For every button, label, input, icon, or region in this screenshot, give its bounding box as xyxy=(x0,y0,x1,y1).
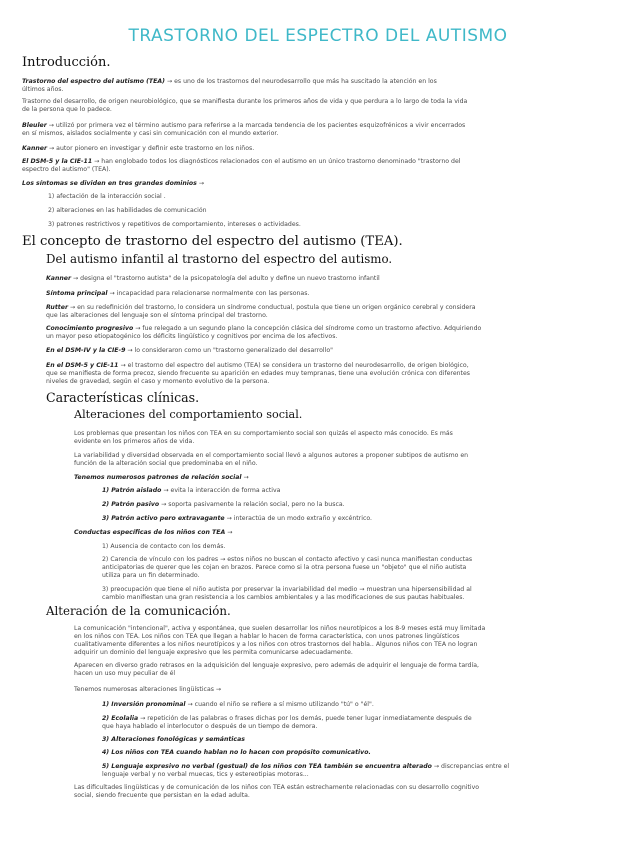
comm-m2-line1: Aparecen en diverso grado retrasos en la adquisición del lenguaje expresivo, pero además de adquirir el lenguaje de forma tardía, xyxy=(74,662,479,669)
alteration-term: 2) Ecolalia xyxy=(102,715,139,722)
conduct-c2-line1: 2) Carencia de vínculo con los padres → estos niños no buscan el contacto afectivo y casi nunca manifiestan conductas xyxy=(102,556,473,563)
intro-p3-line1: → utilizó por primera vez el término autismo para referirse a la marcada tendencia de los pacientes esquizofrénicos a vivir encerrados xyxy=(46,122,466,129)
pattern-term: 2) Patrón pasivo xyxy=(102,501,160,508)
clinical-heading: Características clínicas. xyxy=(46,390,200,405)
intro-paragraph-bleuler xyxy=(22,122,632,138)
social-s2-line1: La variabilidad y diversidad observada en el comportamiento social llevó a algunos autores a proponer subtipos de autismo en xyxy=(74,452,469,459)
term-dsm5-concept: En el DSM-5 y CIE-11 xyxy=(46,362,119,369)
concept-paragraph-kanner xyxy=(46,275,626,283)
closing-line1: Las dificultades lingüísticas y de comunicación de los niños con TEA están estrechamente relacionadas con su desarrollo cognitivo xyxy=(74,784,480,791)
concept-d4-text: → lo consideraron como un "trastorno generalizado del desarrollo" xyxy=(125,347,333,354)
pattern-text: → interactúa de un modo extraño y excéntrico. xyxy=(224,515,372,522)
concept-sp-text: → incapacidad para relacionarse normalmente con las personas. xyxy=(107,290,310,297)
alterations-arrow: → xyxy=(213,686,222,693)
term-tea: Trastorno del espectro del autismo (TEA) xyxy=(22,78,165,85)
concept-paragraph-dsm5 xyxy=(46,362,632,386)
concept-d5-line3: niveles de gravedad, según el caso y momento evolutivo de la persona. xyxy=(46,378,270,385)
term-dsm4: En el DSM-IV y la CIE-9 xyxy=(46,347,126,354)
conduct-c2-line3: utiliza para un fin determinado. xyxy=(102,572,200,579)
alteration-text: → cuando el niño se refiere a sí mismo utilizando "tú" o "él". xyxy=(185,701,374,708)
alteration-item xyxy=(102,715,632,731)
intro-domains-label xyxy=(22,180,622,188)
intro-paragraph-development xyxy=(22,98,632,114)
conduct-c3-line1: 3) preocupación que tiene el niño autista por preservar la invariabilidad del medio → muestran una hipersensibilidad al xyxy=(102,586,472,593)
communication-paragraph-1 xyxy=(74,625,632,657)
alteration-term: 4) Los niños con TEA cuando hablan no lo hacen con propósito comunicativo. xyxy=(102,749,371,756)
term-conducts: Conductas específicas de los niños con TEA xyxy=(74,529,226,536)
term-kanner: Kanner xyxy=(22,145,48,152)
intro-p1-text: → es uno de los trastornos del neurodesarrollo que más ha suscitado la atención en los xyxy=(165,78,437,85)
concept-paragraph-dsm4 xyxy=(46,347,632,355)
intro-p2-line2: de la persona que lo padece. xyxy=(22,106,112,113)
conduct-c3-line2: cambio manifiestan una gran resistencia a los cambios ambientales y a las modificaciones de sus pautas habituales. xyxy=(102,594,465,601)
concept-paragraph-symptom xyxy=(46,290,626,298)
conduct-arrow: → xyxy=(225,529,233,536)
page-title: TRASTORNO DEL ESPECTRO DEL AUTISMO xyxy=(128,26,508,46)
concept-cp-line2: un mayor peso etiopatogénico los déficits lingüístico y cognitivos por encima de los afectivos. xyxy=(46,333,338,340)
social-s1-line2: evidente en los primeros años de vida. xyxy=(74,438,195,445)
concept-r-line1: → en su redefinición del trastorno, lo considera un síndrome conductual, postula que tiene un origen orgánico cerebral y considera xyxy=(68,304,476,311)
term-domains: Los síntomas se dividen en tres grandes dominios xyxy=(22,180,197,187)
communication-paragraph-2 xyxy=(74,662,632,678)
concept-k-text: → designa el "trastorno autista" de la psicopatología del adulto y define un nuevo trastorno infantil xyxy=(71,275,380,282)
alteration-term: 3) Alteraciones fonológicas y semánticas xyxy=(102,736,245,743)
alterations-label xyxy=(74,686,221,694)
patterns-arrow: → xyxy=(241,474,249,481)
term-main-symptom: Síntoma principal xyxy=(46,290,108,297)
domain-item: 3) patrones restrictivos y repetitivos de comportamiento, intereses o actividades. xyxy=(48,221,301,228)
term-progressive-knowledge: Conocimiento progresivo xyxy=(46,325,134,332)
intro-paragraph-kanner xyxy=(22,145,622,153)
intro-p4-text: → autor pionero en investigar y definir este trastorno en los niños. xyxy=(47,145,255,152)
alteration-a2-line1: → repetición de las palabras o frases dichas por los demás, puede tener lugar inmediatamente después de xyxy=(138,715,472,722)
domain-item: 2) alteraciones en las habilidades de comunicación xyxy=(48,207,207,214)
alterations-label-text: Tenemos numerosas alteraciones lingüísticas xyxy=(74,686,214,693)
conduct-item: 1) Ausencia de contacto con los demás. xyxy=(102,543,226,550)
pattern-text: → evita la interacción de forma activa xyxy=(161,487,281,494)
pattern-text: → soporta pasivamente la relación social, pero no la busca. xyxy=(159,501,345,508)
comm-m1-line1: La comunicación "intencional", activa y espontánea, que suelen desarrollar los niños neurotípicos a los 8-9 meses está muy limitada xyxy=(74,625,486,632)
intro-p5-line1: → han englobado todos los diagnósticos relacionados con el autismo en un único trastorno denominado "trastorno del xyxy=(92,158,461,165)
intro-paragraph-tea xyxy=(22,78,622,94)
intro-paragraph-dsm5 xyxy=(22,158,632,174)
alteration-a5-line2: lenguaje verbal y no verbal muecas, tics y estereotipias motoras... xyxy=(102,771,309,778)
domain-item: 1) afectación de la interacción social . xyxy=(48,193,166,200)
alteration-item xyxy=(102,701,374,709)
concept-paragraph-rutter xyxy=(46,304,632,320)
social-paragraph-2 xyxy=(74,452,630,468)
comm-m1-line3: cualitativamente diferentes a los niños neurotípicos y a los niños con otros trastornos del habla.. Algunos niños con TEA no logran xyxy=(74,641,478,648)
term-dsm5: El DSM-5 y la CIE-11 xyxy=(22,158,93,165)
pattern-item xyxy=(102,501,345,509)
pattern-term: 1) Patrón aislado xyxy=(102,487,162,494)
alteration-a5-line1: → discrepancias entre el xyxy=(431,763,510,770)
closing-line2: social, siendo frecuente que persistan en la edad adulta. xyxy=(74,792,250,799)
comm-m1-line2: en los niños con TEA. Los niños con TEA que llegan a hablar lo hacen de forma característica, con unos patrones lingüísticos xyxy=(74,633,460,640)
concept-paragraph-progressive xyxy=(46,325,632,341)
pattern-item xyxy=(102,487,280,495)
comm-m1-line4: adquirir un dominio del lenguaje expresivo que les permita comunicarse adecuadamente. xyxy=(74,649,353,656)
term-bleuler: Bleuler xyxy=(22,122,47,129)
pattern-term: 3) Patrón activo pero extravagante xyxy=(102,515,225,522)
term-kanner-concept: Kanner xyxy=(46,275,72,282)
comm-m2-line2: hacen un uso muy peculiar de él xyxy=(74,670,176,677)
term-rutter: Rutter xyxy=(46,304,68,311)
alteration-item xyxy=(102,736,245,744)
social-paragraph-1 xyxy=(74,430,630,446)
alteration-item xyxy=(102,749,371,757)
conduct-label xyxy=(74,529,232,537)
patterns-label xyxy=(74,474,249,482)
intro-heading: Introducción. xyxy=(22,55,111,70)
alteration-a2-line2: que haya hablado el interlocutor o después de un tiempo de demora. xyxy=(102,723,318,730)
intro-p5-line2: espectro del autismo" (TEA). xyxy=(22,166,111,173)
communication-closing xyxy=(74,784,632,800)
concept-heading: El concepto de trastorno del espectro del autismo (TEA). xyxy=(22,234,403,249)
intro-p1-text2: últimos años. xyxy=(22,86,64,93)
alteration-term: 1) Inversión pronominal xyxy=(102,701,186,708)
concept-d5-line2: que se manifiesta de forma precoz, siendo frecuente su aparición en edades muy tempranas, tiene una evolución crónica con diferentes xyxy=(46,370,471,377)
concept-cp-line1: → fue relegado a un segundo plano la concepción clásica del síndrome como un trastorno afectivo. Adquiriendo xyxy=(133,325,482,332)
concept-r-line2: que las alteraciones del lenguaje son el síntoma principal del trastorno. xyxy=(46,312,268,319)
intro-p2-line1: Trastorno del desarrollo, de origen neurobiológico, que se manifiesta durante los primeros años de vida y que perdura a lo largo de toda la vida xyxy=(22,98,468,105)
communication-heading: Alteración de la comunicación. xyxy=(46,604,231,618)
social-heading: Alteraciones del comportamiento social. xyxy=(74,408,303,421)
conduct-item xyxy=(102,556,632,580)
domains-arrow: → xyxy=(196,180,205,187)
social-s2-line2: función de la alteración social que predominaba en el niño. xyxy=(74,460,258,467)
alteration-term: 5) Lenguaje expresivo no verbal (gestual) de los niños con TEA también se encuentra alterado xyxy=(102,763,432,770)
concept-subheading: Del autismo infantil al trastorno del espectro del autismo. xyxy=(46,252,393,266)
conduct-item xyxy=(102,586,632,602)
concept-d5-line1: → el trastorno del espectro del autismo (TEA) se considera un trastorno del neurodesarrollo, de origen biológico, xyxy=(118,362,469,369)
pattern-item xyxy=(102,515,372,523)
term-patterns: Tenemos numerosos patrones de relación social xyxy=(74,474,242,481)
alteration-item xyxy=(102,763,632,779)
social-s1-line1: Los problemas que presentan los niños con TEA en su comportamiento social son quizás el aspecto más conocido. Es más xyxy=(74,430,453,437)
conduct-c2-line2: anticipatorias de querer que les cojan en brazos. Parece como si la otra persona fuese un "objeto" que el niño autista xyxy=(102,564,467,571)
intro-p3-line2: en sí mismos, aislados socialmente y casi sin comunicación con el mundo exterior. xyxy=(22,130,279,137)
